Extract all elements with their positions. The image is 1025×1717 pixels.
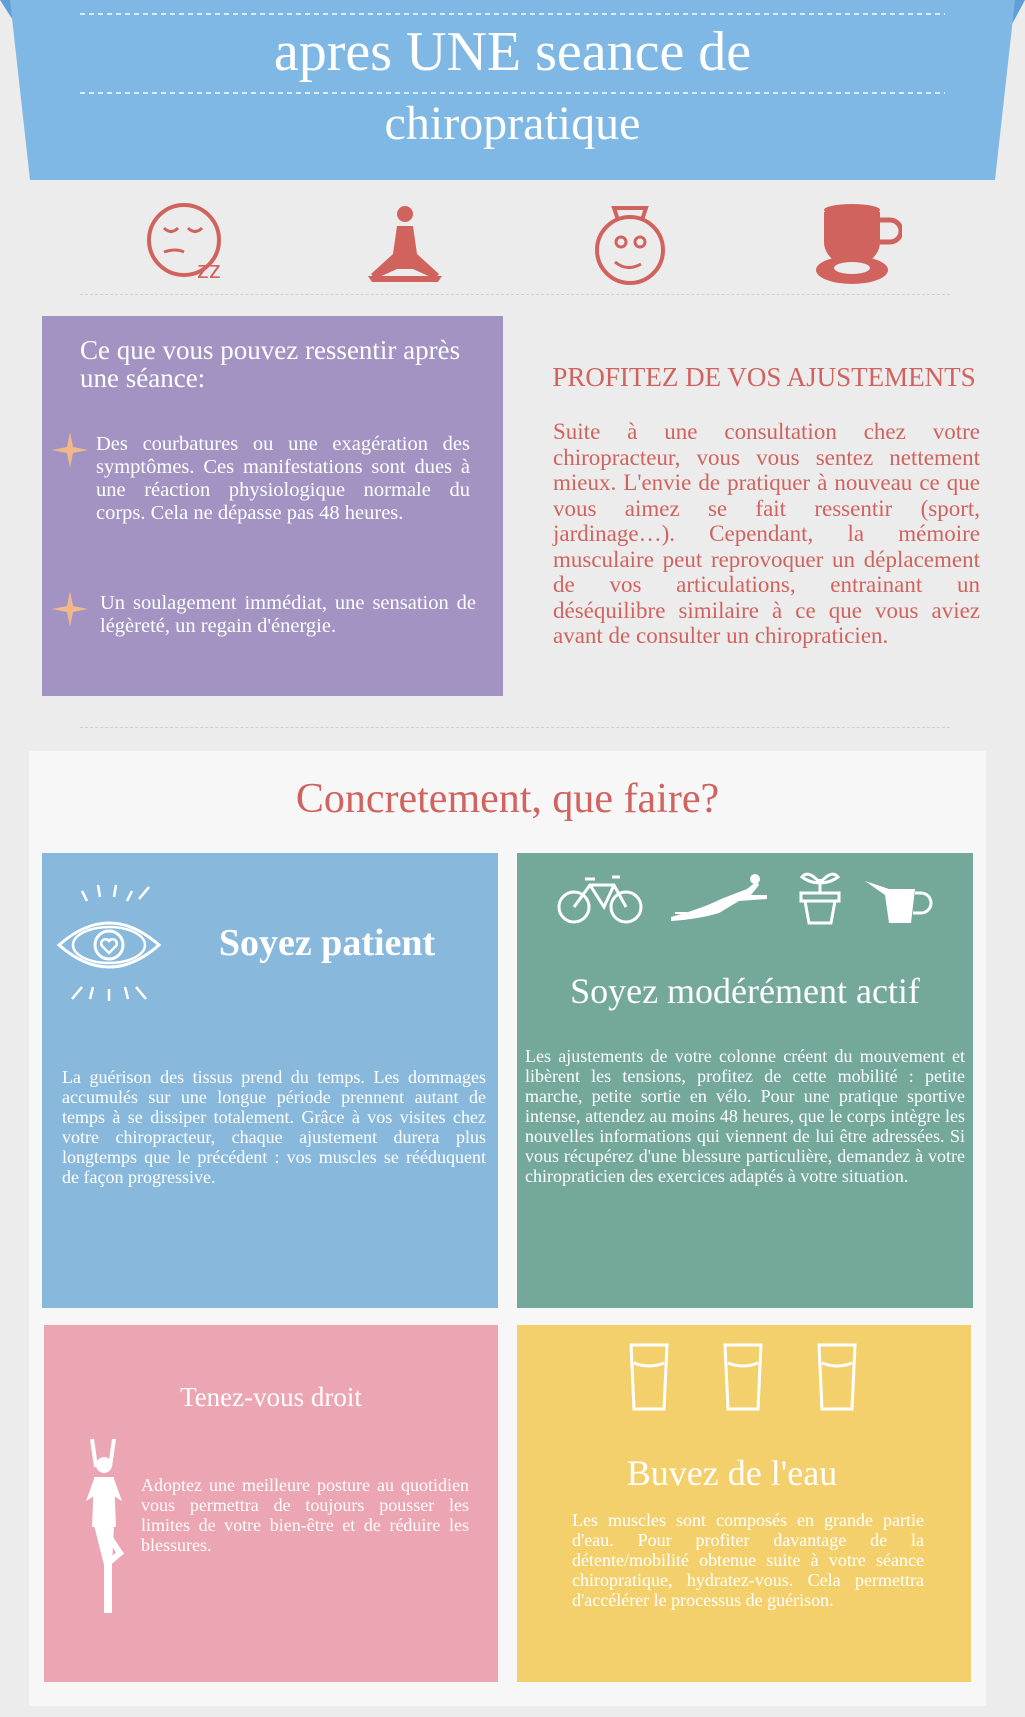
page-subtitle: chiropratique <box>384 97 641 150</box>
posture-card <box>44 1325 498 1682</box>
section-title: Concretement, que faire? <box>295 776 720 822</box>
feeling-item: Un soulagement immédiat, une sensation de légèreté, un regain d'énergie. <box>100 592 476 637</box>
divider <box>80 727 950 728</box>
page-title: apres UNE seance de <box>273 21 752 83</box>
active-text: Les ajustements de votre colonne créent du mouvement et libèrent les tensions, profitez de cette mobilité : petite marche, petite sortie en vélo. Pour une pratique sportive intense, attendez au moins 48 heures, que le corps intègre les nouvelles informations qui viennent de lui être adressées. Si vous récupérez d'une blessure particulière, demandez à votre chiropraticien des exercices adaptés à votre situation. <box>525 1046 965 1186</box>
posture-title: Tenez-vous droit <box>180 1382 362 1412</box>
svg-text:zz: zz <box>197 257 221 284</box>
bicycle-icon <box>557 867 643 929</box>
feeling-item: Des courbatures ou une exagération des symptômes. Ces manifestations sont dues à une réaction physiologique normale du corps. Cela ne dépasse pas 48 heures. <box>96 433 470 524</box>
star-icon <box>52 591 88 627</box>
patient-card <box>42 853 498 1308</box>
adjustments-text: Suite à une consultation chez votre chiropracteur, vous vous sentez nettement mieux. L'envie de pratiquer à nouveau ce que vous aimez se fait ressentir (sport, jardinage…). Cependant, la mémoire musculaire peut reprovoquer un déplacement de vos articulations, entrainant un déséquilibre similaire à ce que vous aviez avant de consulter un chiropraticien. <box>553 419 980 648</box>
patient-title: Soyez patient <box>218 922 436 964</box>
water-title: Buvez de l'eau <box>626 1453 838 1493</box>
water-card <box>517 1325 971 1682</box>
active-card <box>517 853 973 1308</box>
yoga-tree-pose-icon <box>80 1439 128 1619</box>
patient-text: La guérison des tissus prend du temps. Les dommages accumulés sur une longue période prennent autant de temps à se dissiper totalement. Grâce à vos visites chez votre chiropracteur, chaque ajustement durera plus longtemps que le précédent : vos muscles se rééduquent de façon progressive. <box>62 1067 486 1187</box>
swimmer-icon <box>667 873 777 923</box>
posture-text: Adoptez une meilleure posture au quotidien vous permettra de toujours pousser les limites de votre bien-être et de réduire les blessures. <box>141 1475 469 1555</box>
feelings-heading: Ce que vous pouvez ressentir après une séance: <box>80 335 461 393</box>
plant-pot-icon <box>795 867 845 927</box>
sleepy-face-icon <box>142 200 232 290</box>
watering-can-icon <box>863 871 933 927</box>
tea-cup-icon <box>812 200 902 290</box>
surprised-face-icon <box>585 200 675 290</box>
divider <box>80 294 950 295</box>
eye-heart-icon <box>54 881 164 1001</box>
adjustments-title: PROFITEZ DE VOS AJUSTEMENTS <box>552 362 976 392</box>
meditation-icon <box>360 200 450 290</box>
water-text: Les muscles sont composés en grande partie d'eau. Pour profiter davantage de la détente/mobilité obtenue suite à votre séance chiropratique, hydratez-vous. Cela permettra d'accélérer le processus de guérison. <box>572 1510 924 1610</box>
star-icon <box>52 432 88 468</box>
water-glasses-icon <box>629 1343 869 1413</box>
active-title: Soyez modérément actif <box>570 971 920 1011</box>
